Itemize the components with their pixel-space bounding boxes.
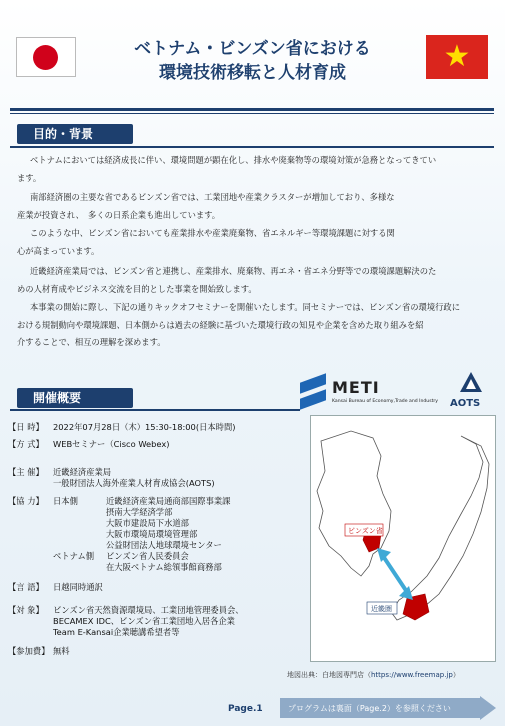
- format-label: 【方 式】: [8, 439, 44, 449]
- purpose-paragraph-3: [17, 225, 493, 260]
- title-rule-thin: [10, 113, 494, 114]
- text-line: 本事業の開始に際し、下記の通りキックオフセミナーを開催いたします。同セミナーでは、ビンズン省の環境行政に: [30, 302, 461, 312]
- coop-japan-value: 摂南大学経済学部: [106, 507, 173, 517]
- coop-vietnam-label: ベトナム側: [53, 551, 95, 561]
- meti-name: METI: [332, 378, 380, 397]
- aots-mark-icon: [460, 372, 482, 392]
- meti-subtitle: Kansai Bureau of Economy,Trade and Industry: [332, 399, 439, 404]
- coop-label: 【協 力】: [8, 496, 44, 506]
- purpose-heading: 目的・背景: [17, 124, 133, 144]
- coop-japan-value: 大阪市建設局下水道部: [106, 518, 189, 528]
- overview-heading: 開催概要: [17, 388, 133, 408]
- credit-suffix: ）: [452, 671, 460, 679]
- text-line: このような中、ビンズン省においても産業排水や産業廃棄物、省エネルギー等環境課題に対する関: [30, 228, 395, 238]
- coop-japan-value: 公益財団法人地球環境センター: [106, 540, 222, 550]
- fee-value: 無料: [53, 646, 70, 656]
- page-number: Page.1: [228, 704, 263, 714]
- host-value: 近畿経済産業局: [53, 467, 112, 477]
- map-credit: [287, 670, 460, 680]
- text-line: ベトナムにおいては経済成長に伴い、環境問題が顕在化し、排水や廃棄物等の環境対策が急務となってきてい: [30, 155, 437, 165]
- vietnam-flag-icon: ★: [426, 35, 488, 79]
- aots-name: AOTS: [450, 398, 481, 409]
- date-value: 2022年07月28日（木）15:30-18:00(日本時間): [53, 422, 236, 432]
- japan-flag-icon: [16, 37, 76, 77]
- text-line: 介することで、相互の理解を深めます。: [17, 337, 166, 347]
- date-label: 【日 時】: [8, 422, 44, 432]
- meti-logo: [300, 376, 440, 412]
- title-line-1: ベトナム・ビンズン省における: [134, 39, 371, 59]
- credit-url[interactable]: https://www.freemap.jp: [371, 671, 453, 679]
- text-line: おける規制動向や環境課題、日本側からは過去の経験に基づいた環境行政の知見や企業を含めた取り組みを紹: [17, 319, 424, 330]
- lang-label: 【言 語】: [8, 582, 44, 592]
- target-value: Team E-Kansai企業聴講希望者等: [53, 627, 180, 637]
- text-line: ます。: [17, 172, 42, 183]
- host-value: 一般財団法人海外産業人材育成協会(AOTS): [53, 478, 215, 488]
- location-map: [310, 415, 496, 662]
- next-page-label: プログラムは裏面（Page.2）を参照ください: [288, 704, 451, 713]
- target-value: ビンズン省天然資源環境局、工業団地管理委員会、: [53, 605, 244, 615]
- next-page-arrow[interactable]: [280, 696, 496, 720]
- text-line: 心が高まっています。: [17, 245, 100, 256]
- purpose-paragraph-2: [17, 189, 493, 224]
- credit-prefix: 地図出典：白地図専門店（: [287, 671, 371, 679]
- binh-duong-label: ビンズン省: [348, 527, 383, 535]
- text-line: めの人材育成やビジネス交流を目的とした事業を開始致します。: [17, 283, 257, 294]
- purpose-underline: [10, 146, 494, 148]
- purpose-paragraph-1: [17, 152, 493, 187]
- lang-value: 日越同時通訳: [53, 582, 103, 592]
- coop-vietnam-value: 在大阪ベトナム総領事館商務部: [106, 562, 222, 572]
- text-line: 南部経済圏の主要な省であるビンズン省では、工業団地や産業クラスターが増加しており、多様な: [30, 192, 395, 202]
- meti-mark-icon: [300, 378, 326, 408]
- target-value: BECAMEX IDC、ビンズン省工業団地入居各企業: [53, 616, 235, 626]
- aots-logo: [448, 372, 494, 412]
- text-line: 近畿経済産業局では、ビンズン省と連携し、産業排水、廃棄物、再エネ・省エネ分野等での環境課題解決のた: [30, 266, 437, 276]
- title-line-2: 環境技術移転と人材育成: [159, 63, 346, 83]
- map-illustration: [311, 416, 495, 661]
- host-label: 【主 催】: [8, 467, 44, 477]
- coop-japan-value: 近畿経済産業局通商部国際事業課: [106, 496, 231, 506]
- fee-label: 【参加費】: [8, 646, 50, 656]
- page-title: [90, 37, 415, 85]
- purpose-paragraph-5: [17, 299, 493, 352]
- title-rule: [10, 108, 494, 111]
- purpose-paragraph-4: [17, 263, 493, 298]
- arrow-right-icon: [480, 696, 496, 720]
- coop-vietnam-value: ビンズン省人民委員会: [106, 551, 189, 561]
- text-line: 産業が投資され、 多くの日系企業も進出しています。: [17, 209, 221, 220]
- coop-japan-label: 日本側: [53, 496, 78, 506]
- kinki-label: 近畿圏: [371, 605, 392, 613]
- target-label: 【対 象】: [8, 605, 44, 615]
- coop-japan-value: 大阪市環境局環境管理部: [106, 529, 198, 539]
- overview-underline: [10, 409, 300, 411]
- format-value: WEBセミナー（Cisco Webex): [53, 439, 170, 449]
